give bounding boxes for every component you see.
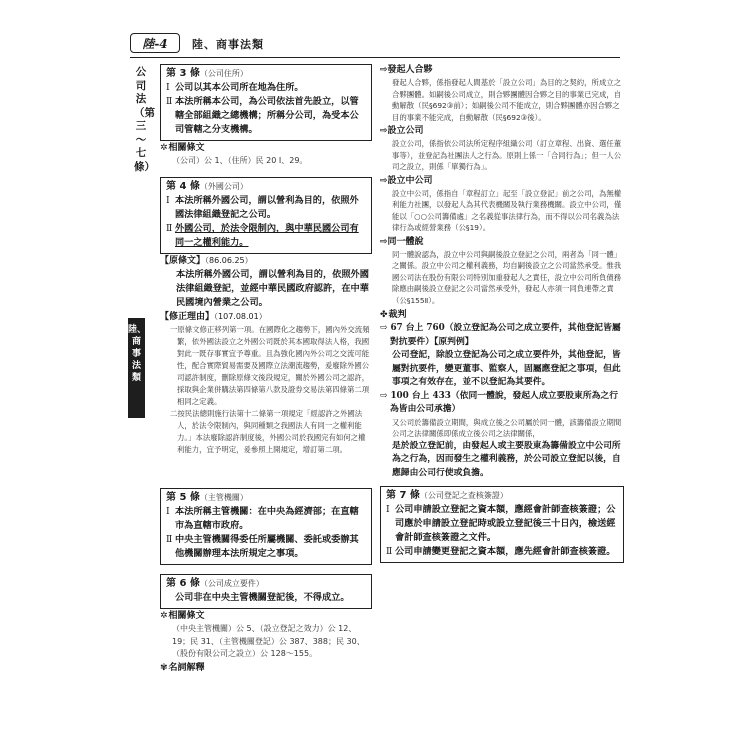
- left-column: [160, 64, 372, 456]
- article-7-box: [380, 486, 624, 563]
- article-6-heading: [166, 577, 367, 591]
- paragraph: Ⅰ 本法所稱外國公司，謂以營利為目的，依照外國法律組織登記之公司。: [166, 194, 359, 220]
- article-caption: （主管機關）: [199, 493, 248, 502]
- paragraph: Ⅱ 外國公司，於法令限制內，與中華民國公司有同一之權利能力。: [166, 222, 359, 248]
- term-definition: 設立中公司，係指自「章程訂立」起至「設立登記」前之公司，為無權利能力社團，以發起人為其代表機關及執行業務機關。設立中公司，僅能以「○○公司籌備處」之名義從事法律行為，而不得以公司名義為法律行為或經營業務（公§19）。: [392, 188, 622, 232]
- article-5-box: [160, 488, 372, 565]
- article-number: 第 5 條: [166, 492, 200, 503]
- paragraph: 公司非在中央主管機關登記後，不得成立。: [175, 592, 350, 603]
- article-caption: （公司住所）: [199, 69, 248, 78]
- cases-heading: ✤裁判: [380, 310, 407, 320]
- case-citation: ⇨ 67 台上 760（設立登記為公司之成立要件，其他登記皆屬對抗要件）【原判例】: [380, 323, 621, 347]
- amendment-reason-item: 一原條文修正移列第一項。在國際化之趨勢下，國內外交流頻繁，依外國法設立之外國公司既於其本國取得法人格，我國對此一既存事實宜予尊重。且為強化國內外公司之交流可能性，配合實際貿易需要及國際立法潮流趨勢，爰廢除外國公司認許制度，刪除原條文後段規定，關於外國公司之認許，採取與企業併購法第四條第八款及證券交易法第四條第二項相同之定義。: [170, 324, 370, 406]
- original-article-text: 本法所稱外國公司，謂以營利為目的，依照外國法律組織登記，並經中華民國政府認許，在中華民國境內營業之公司。: [176, 268, 369, 308]
- term-definition: 同一體說認為，設立中公司與嗣後設立登記之公司，兩者為「同一體」之關係。設立中公司之權利義務，均自嗣後設立之公司當然承受。惟我國公司法在股份有限公司特別加重發起人之責任，設立中公司所負債務除應由嗣後設立登記之公司當然承受外，發起人亦須一同負連帶之責（公§155Ⅱ）。: [392, 249, 622, 305]
- paragraph: Ⅱ 本法所稱本公司，為公司依法首先設立，以管轄全部組織之總機構；所稱分公司，為受本公司管轄之分支機構。: [166, 96, 359, 135]
- article-number: 第 7 條: [386, 490, 420, 501]
- term-heading: ⇨設立公司: [380, 126, 424, 136]
- section-side-tab[interactable]: 陸、商事法類: [128, 318, 145, 418]
- article-4-box: [160, 177, 372, 254]
- related-articles-text: （公司）公 1、（住所）民 20 Ⅰ、29。: [172, 156, 308, 165]
- article-6-box: [160, 574, 372, 609]
- left-column-lower: [160, 488, 372, 675]
- term-heading: ⇨設立中公司: [380, 175, 433, 186]
- case-citation: ⇨ 100 台上 433（依同一體說，發起人成立要股東所為之行為皆由公司承擔）: [380, 390, 619, 414]
- paragraph: Ⅰ 公司以其本公司所在地為住所。: [166, 82, 304, 93]
- header-divider: [130, 57, 620, 58]
- case-holding: 公司登記，除設立登記為公司之成立要件外，其他登記，皆屬對抗要件，變更董事、監察人，固屬應登記之事項，但此事項之有效存在，並不以登記為其要件。: [392, 350, 621, 387]
- amendment-reason-heading: 【修正理由】（107.08.01）: [160, 311, 267, 322]
- chapter-title: 陸、商事法類: [192, 38, 264, 51]
- paragraph: Ⅱ 公司申請變更登記之資本額，應先經會計師查核簽證。: [386, 546, 616, 557]
- related-articles-text: （中央主管機關）公 5、（設立登記之效力）公 12、19；民 31、（主管機關登記）公 387、388；民 30、（股份有限公司之設立）公 128～155。: [172, 624, 365, 658]
- article-5-heading: [166, 491, 367, 505]
- chapter-tag: 陸-4: [130, 33, 180, 53]
- terms-heading: ✾名詞解釋: [160, 662, 205, 673]
- article-7-heading: [386, 489, 619, 503]
- article-3-heading: [166, 67, 367, 81]
- term-heading: ⇨發起人合夥: [380, 65, 433, 75]
- term-definition: 發起人合夥，係指發起人間基於「設立公司」為目的之契約，所成立之合夥團體。如嗣後公司成立，則合夥團體因合夥之目的事業已完成，自動解散（民§692③前）；如嗣後公司不能成立，則合夥團體亦因合夥之目的事業不能完成，自動解散（民§692③後）。: [392, 78, 622, 122]
- article-4-heading: [166, 180, 367, 194]
- term-definition: 設立公司，係指依公司法所定程序組織公司（訂立章程、出資、選任董事等），並登記為社團法人之行為。原則上係一「合同行為」；但一人公司之設立，則係「單獨行為」。: [392, 139, 622, 171]
- amendment-reason-item: 二按民法總則施行法第十二條第一項規定「經認許之外國法人，於法令限制內，與同種類之我國法人有同一之權利能力。」本法廢除認許制度後，外國公司於我國完有如何之權利能力，宜予明定，爰參照上開規定，增訂第二項。: [170, 408, 366, 454]
- article-caption: （公司成立要件）: [199, 579, 264, 588]
- paragraph: Ⅰ 公司申請設立登記之資本額，應經會計師查核簽證；公司應於申請設立登記時或設立登記後三十日內，檢送經會計師查核簽證之文件。: [386, 504, 616, 543]
- article-3-box: [160, 64, 372, 141]
- paragraph: Ⅱ 中央主管機關得委任所屬機關、委託或委辦其他機關辦理本法所規定之事項。: [166, 534, 359, 559]
- article-number: 第 6 條: [166, 578, 200, 589]
- term-heading: ⇨同一體說: [380, 236, 424, 247]
- paragraph: Ⅰ 本法所稱主管機關：在中央為經濟部；在直轄市為直轄市政府。: [166, 506, 359, 531]
- law-article-range: 公司法（第三～七條）: [134, 66, 155, 173]
- right-column: [380, 64, 624, 563]
- article-caption: （公司登記之查核簽證）: [419, 491, 508, 500]
- related-articles-heading: ✲相關條文: [160, 143, 205, 153]
- article-caption: （外國公司）: [199, 181, 248, 191]
- case-holding: 是於設立登記前，由發起人或主要股東為籌備設立中公司所為之行為，因而發生之權利義務，於公司設立登記以後，自應歸由公司行使或負擔。: [392, 440, 621, 478]
- related-articles-heading: ✲相關條文: [160, 611, 205, 621]
- case-text: 又公司於籌備設立期間，與成立後之公司屬於同一體，該籌備設立期間公司之法律關係即係成立後公司之法律關係，: [392, 417, 622, 438]
- article-number: 第 3 條: [166, 68, 200, 79]
- original-article-heading: 【原條文】（86.06.25）: [160, 255, 253, 266]
- article-number: 第 4 條: [166, 180, 200, 192]
